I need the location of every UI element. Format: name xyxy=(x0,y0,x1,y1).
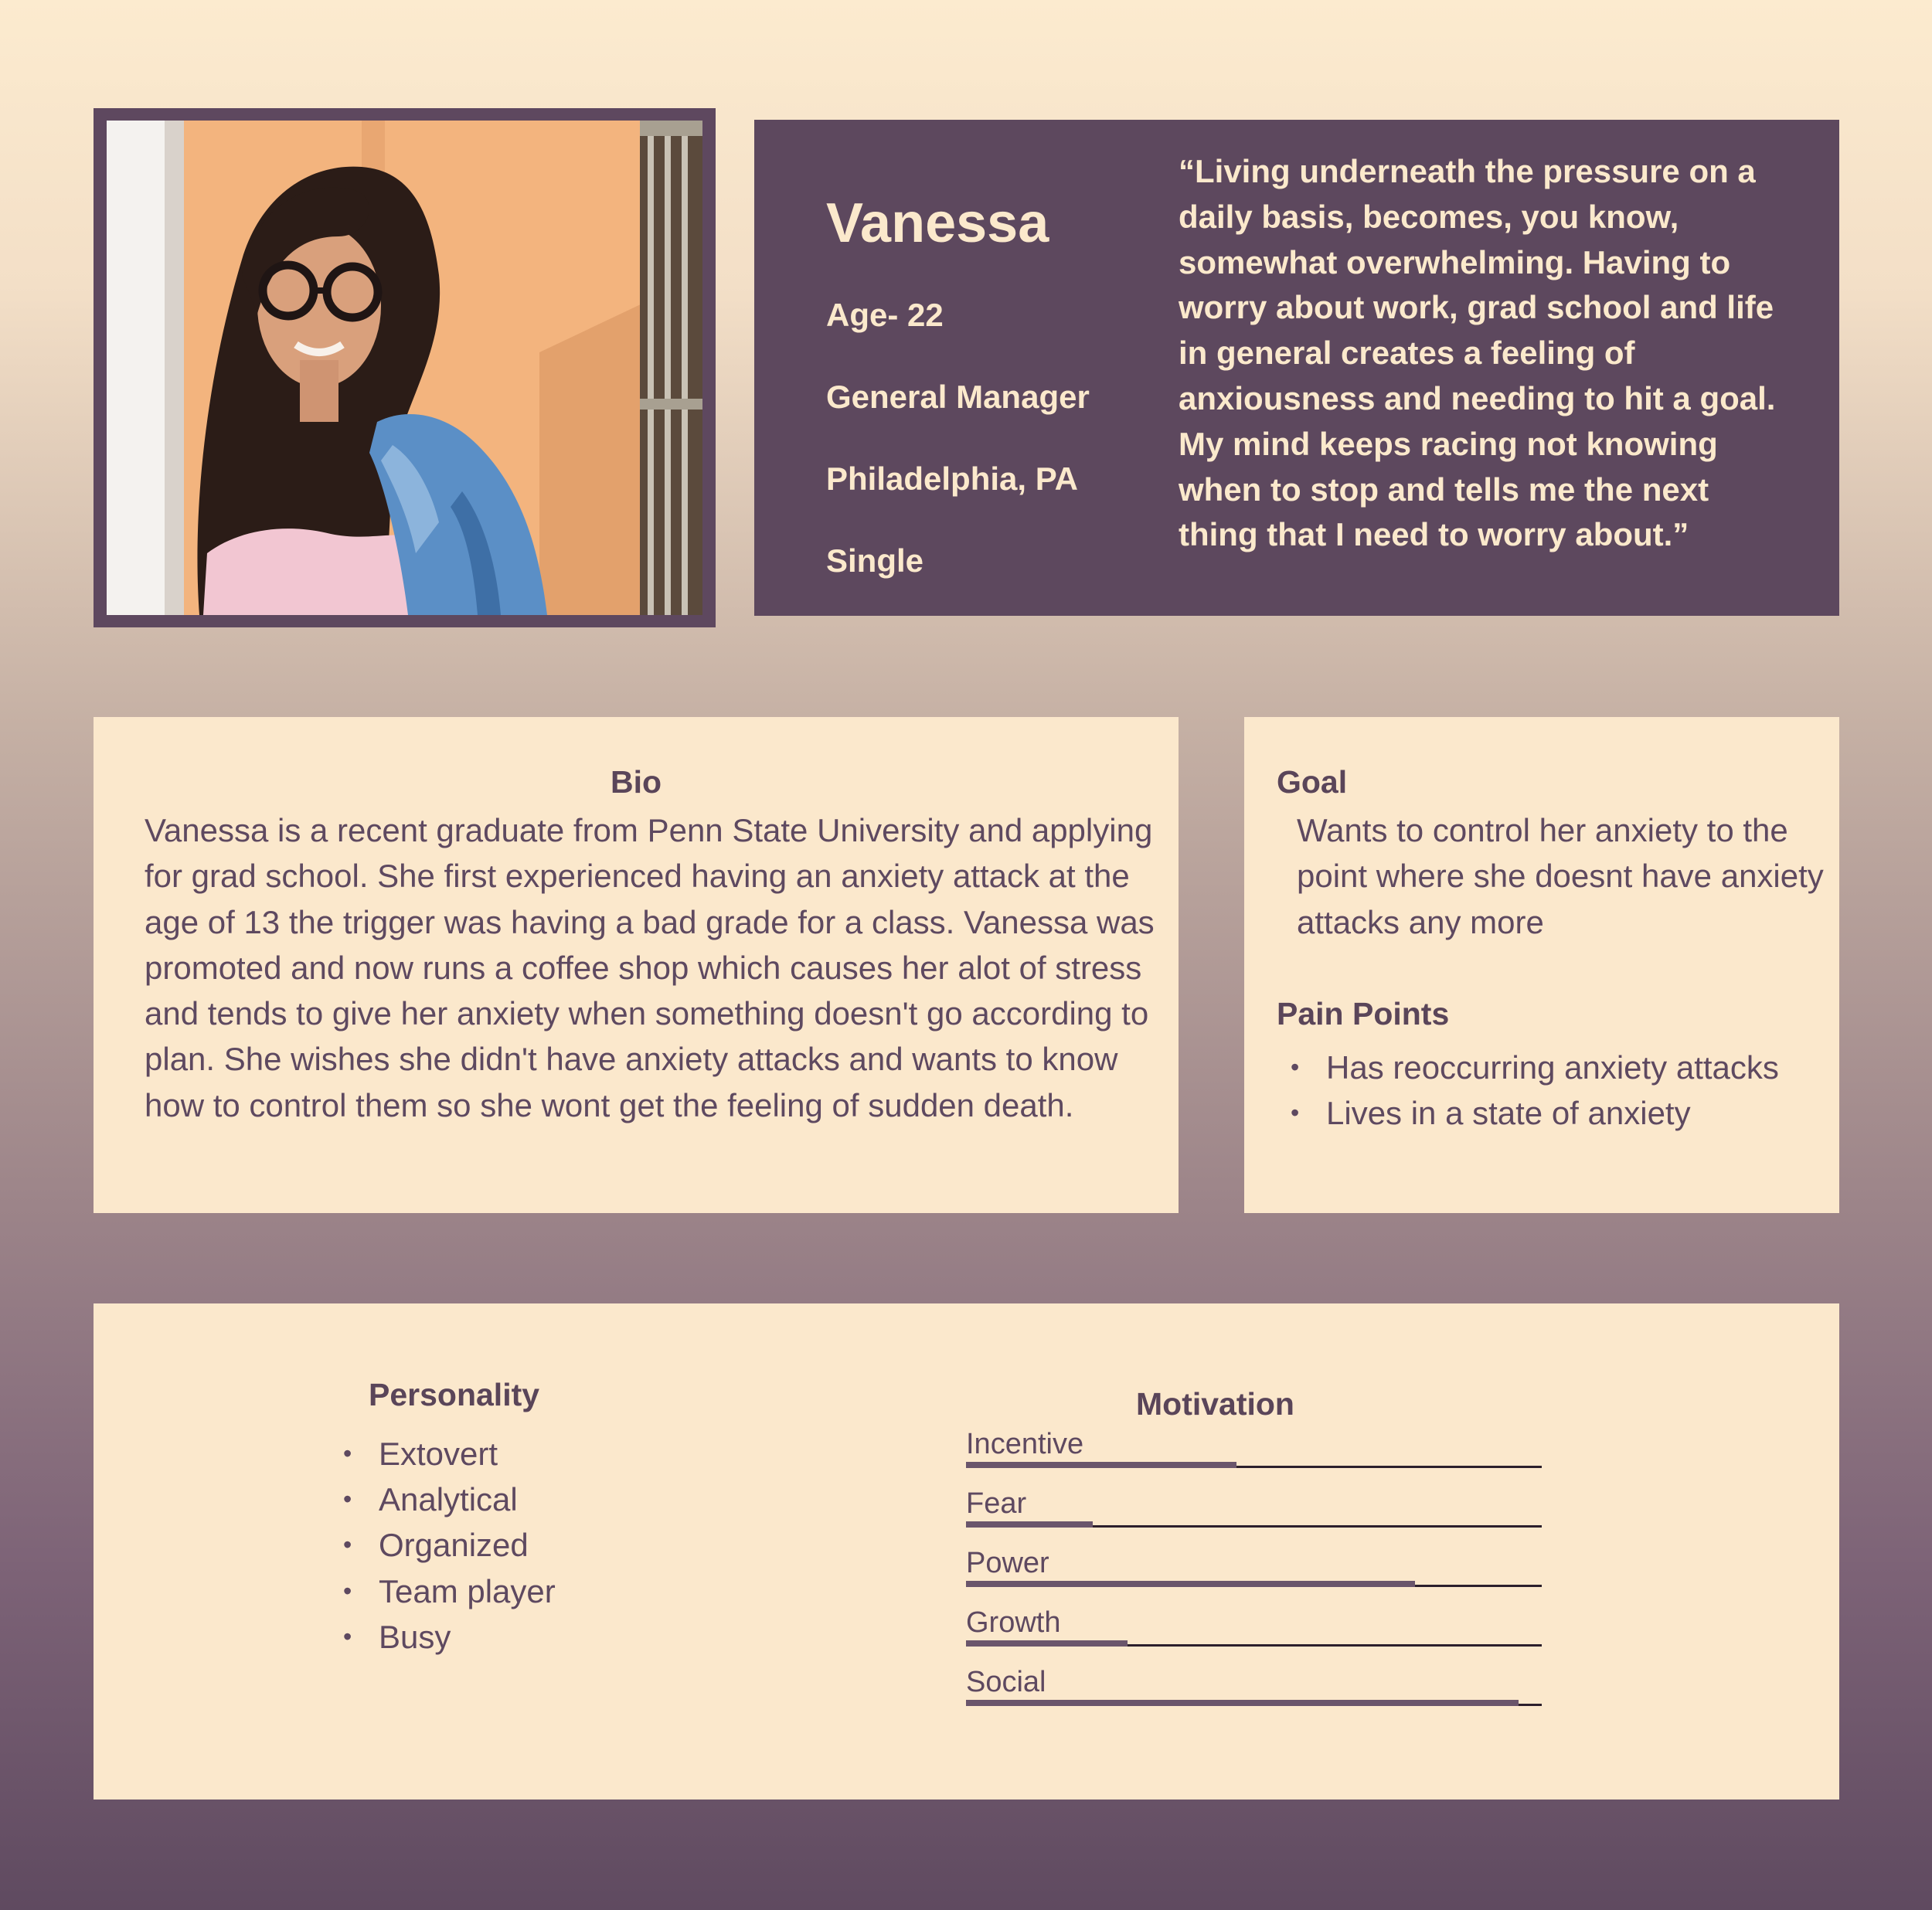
list-item xyxy=(343,1477,556,1522)
personality-trait: Analytical xyxy=(379,1481,518,1518)
motivation-row-fear xyxy=(966,1487,1542,1546)
personality-list xyxy=(343,1431,556,1660)
motivation-level-bar xyxy=(966,1581,1415,1587)
motivation-level-bar xyxy=(966,1462,1236,1468)
bullet-icon: • xyxy=(343,1576,352,1605)
list-item xyxy=(1291,1045,1785,1090)
motivation-level-bar xyxy=(966,1521,1093,1528)
motivation-label: Fear xyxy=(966,1487,1027,1520)
motivation-track xyxy=(966,1466,1542,1468)
motivation-title: Motivation xyxy=(1136,1386,1294,1422)
goal-text: Wants to control her anxiety to the point where she doesnt have anxiety attacks any more xyxy=(1297,812,1824,940)
motivation-row-incentive xyxy=(966,1427,1542,1487)
personality-trait: Organized xyxy=(379,1527,529,1564)
bullet-icon: • xyxy=(343,1485,352,1514)
motivation-row-growth xyxy=(966,1606,1542,1665)
motivation-label: Social xyxy=(966,1666,1046,1698)
pain-points-title: Pain Points xyxy=(1277,996,1450,1031)
personality-title: Personality xyxy=(369,1377,540,1412)
motivation-level-bar xyxy=(966,1700,1519,1706)
personality-motivation-card xyxy=(94,1303,1839,1800)
pain-point-text: Has reoccurring anxiety attacks xyxy=(1326,1049,1779,1086)
persona-photo-illustration xyxy=(107,121,702,615)
list-item xyxy=(343,1568,556,1614)
list-item xyxy=(343,1614,556,1660)
bio-title: Bio xyxy=(610,764,662,800)
bio-card xyxy=(94,717,1179,1213)
list-item xyxy=(343,1431,556,1477)
persona-name: Vanessa xyxy=(826,192,1049,254)
persona-age: Age- 22 xyxy=(826,297,944,333)
goal-card xyxy=(1244,717,1839,1213)
persona-quote: “Living underneath the pressure on a daily basis, becomes, you know, somewhat overwhelming. Having to worry about work, grad school and life in general creates a feeling of anxiousness and needing to hit a goal. My mind keeps racing not knowing when to stop and tells me the next thing that I need to worry about.” xyxy=(1179,153,1776,553)
persona-relationship-status: Single xyxy=(826,542,924,579)
goal-title: Goal xyxy=(1277,764,1348,800)
motivation-track xyxy=(966,1525,1542,1528)
pain-points-list xyxy=(1291,1045,1785,1137)
motivation-label: Growth xyxy=(966,1606,1061,1639)
bullet-icon: • xyxy=(343,1531,352,1559)
persona-location: Philadelphia, PA xyxy=(826,461,1078,497)
bullet-icon: • xyxy=(1291,1053,1300,1081)
persona-occupation: General Manager xyxy=(826,379,1090,415)
pain-point-text: Lives in a state of anxiety xyxy=(1326,1095,1691,1132)
persona-header-card xyxy=(754,120,1839,616)
motivation-label: Power xyxy=(966,1547,1049,1579)
list-item xyxy=(343,1522,556,1568)
motivation-row-social xyxy=(966,1665,1542,1725)
motivation-track xyxy=(966,1644,1542,1647)
motivation-track xyxy=(966,1704,1542,1706)
bullet-icon: • xyxy=(1291,1099,1300,1127)
personality-trait: Team player xyxy=(379,1572,556,1609)
bullet-icon: • xyxy=(343,1622,352,1650)
bio-text: Vanessa is a recent graduate from Penn State University and applying for grad school. She first experienced having an anxiety attack at the age of 13 the trigger was having a bad grade for a class. Vanessa was promoted and now runs a coffee shop which causes her alot of stress and tends to give her anxiety when something doesn't go according to plan. She wishes she didn't have anxiety attacks and wants to know how to control them so she wont get the feeling of sudden death. xyxy=(145,812,1155,1123)
motivation-row-power xyxy=(966,1546,1542,1606)
motivation-label: Incentive xyxy=(966,1428,1084,1460)
photo-frame xyxy=(94,108,716,627)
motivation-scales xyxy=(966,1427,1542,1725)
motivation-track xyxy=(966,1585,1542,1587)
personality-trait: Busy xyxy=(379,1618,451,1655)
bullet-icon: • xyxy=(343,1439,352,1467)
personality-trait: Extovert xyxy=(379,1436,498,1472)
motivation-level-bar xyxy=(966,1640,1128,1647)
list-item xyxy=(1291,1090,1785,1136)
persona-photo xyxy=(107,121,702,615)
